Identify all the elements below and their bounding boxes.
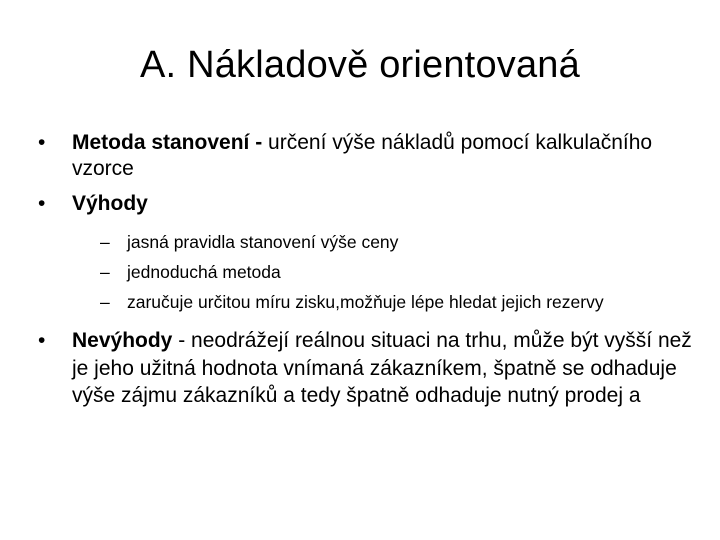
dash-mark: –: [100, 292, 110, 312]
bullet-mark: •: [38, 329, 46, 352]
sub-item: [100, 291, 698, 314]
bullet-mark: •: [38, 192, 46, 215]
bullet-list: [38, 130, 698, 410]
sub-item-text: zaručuje určitou míru zisku,možňuje lépe hledat jejich rezervy: [127, 292, 604, 312]
bullet-lead: Metoda stanovení -: [72, 131, 263, 154]
bullet-lead: Nevýhody: [72, 329, 173, 352]
bullet-nevyhody: [38, 327, 698, 410]
dash-mark: –: [100, 262, 110, 282]
bullet-mark: •: [38, 131, 46, 154]
sub-item-text: jednoduchá metoda: [127, 262, 281, 282]
bullet-lead: Výhody: [72, 192, 148, 215]
sub-item: [100, 231, 698, 254]
slide-title: A. Nákladově orientovaná: [140, 44, 580, 86]
bullet-vyhody: [38, 191, 698, 217]
bullet-text: - neodrážejí reálnou situaci na trhu, může být vyšší než je jeho užitná hodnota vnímaná zákazníkem, špatně se odhaduje výše zájmu zákazníků a tedy špatně odhaduje nutný prodej a: [72, 329, 692, 407]
dash-mark: –: [100, 232, 110, 252]
bullet-text: určení výše nákladů pomocí kalkulačního vzorce: [72, 131, 653, 180]
vyhody-sub-list: [100, 231, 698, 314]
sub-item-text: jasná pravidla stanovení výše ceny: [127, 232, 399, 252]
sub-item: [100, 261, 698, 284]
bullet-metoda-stanoveni: [38, 130, 698, 182]
